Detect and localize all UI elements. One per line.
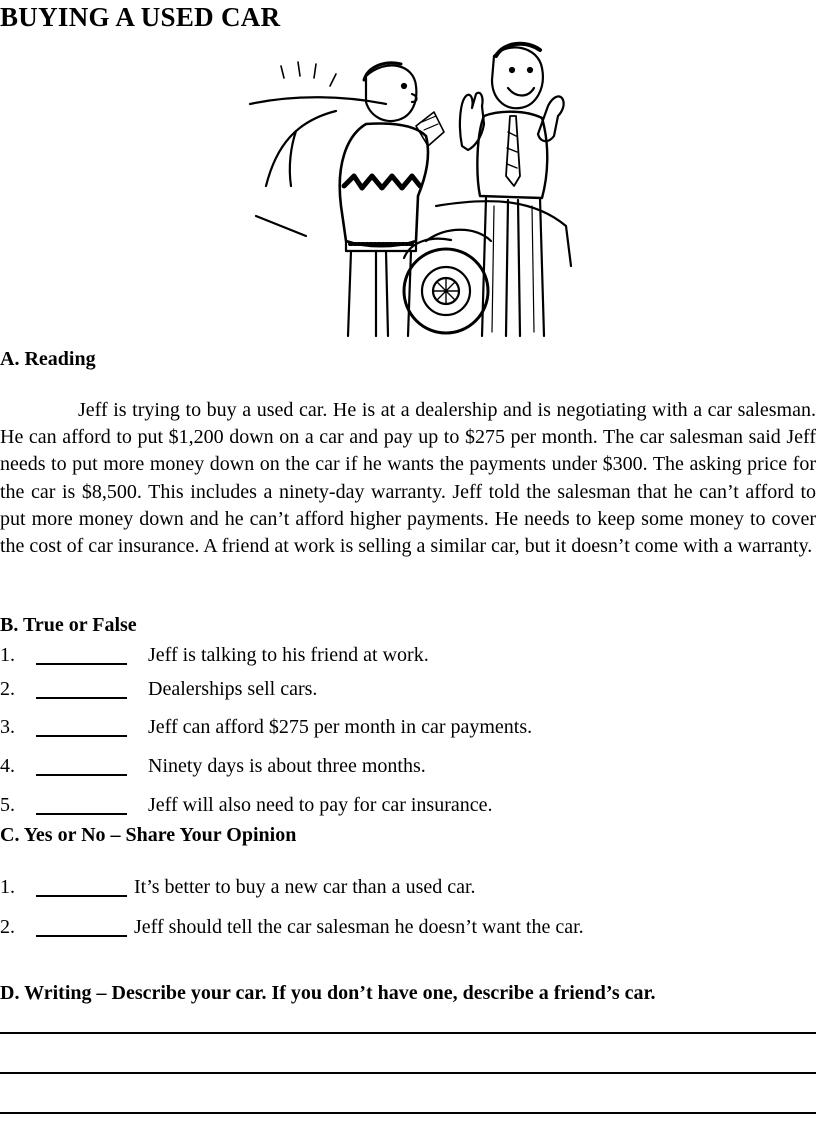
item-number: 1. — [0, 876, 15, 898]
writing-line[interactable] — [0, 1112, 816, 1114]
item-statement: It’s better to buy a new car than a used car. — [134, 876, 476, 898]
answer-blank[interactable] — [36, 813, 127, 815]
item-number: 4. — [0, 755, 15, 777]
page-title: BUYING A USED CAR — [0, 2, 281, 32]
reading-paragraph: Jeff is trying to buy a used car. He is at a dealership and is negotiating with a car salesman. He can afford to put $1,200 down on a car and pay up to $275 per month. The car salesman said Jeff needs to put more money down on the car if he wants the payments under $300. The asking price for the car is $8,500. This includes a ninety-day warranty. Jeff told the salesman that he can’t afford to put more money down and he can’t afford higher payments. He needs to keep some money to cover the cost of car insurance. A friend at work is selling a similar car, but it doesn’t come with a warranty. — [0, 399, 816, 558]
item-number: 3. — [0, 716, 15, 738]
true-false-heading: B. True or False — [0, 614, 137, 636]
answer-blank[interactable] — [36, 935, 127, 937]
item-statement: Jeff can afford $275 per month in car payments. — [148, 716, 533, 738]
writing-heading: D. Writing – Describe your car. If you don’t have one, describe a friend’s car. — [0, 982, 656, 1004]
item-number: 1. — [0, 644, 15, 666]
item-statement: Jeff should tell the car salesman he doesn’t want the car. — [134, 916, 584, 938]
writing-line[interactable] — [0, 1072, 816, 1074]
item-number: 5. — [0, 794, 15, 816]
car-salesman-illustration — [236, 36, 576, 346]
item-number: 2. — [0, 678, 15, 700]
yes-no-heading: C. Yes or No – Share Your Opinion — [0, 824, 297, 846]
buyer-figure — [366, 65, 416, 121]
reading-heading: A. Reading — [0, 348, 96, 370]
item-statement: Jeff is talking to his friend at work. — [148, 644, 429, 666]
answer-blank[interactable] — [36, 774, 127, 776]
item-number: 2. — [0, 916, 15, 938]
salesman-figure — [492, 47, 543, 108]
answer-blank[interactable] — [36, 895, 127, 897]
writing-line[interactable] — [0, 1032, 816, 1034]
item-statement: Ninety days is about three months. — [148, 755, 426, 777]
answer-blank[interactable] — [36, 663, 127, 665]
answer-blank[interactable] — [36, 735, 127, 737]
answer-blank[interactable] — [36, 697, 127, 699]
item-statement: Jeff will also need to pay for car insurance. — [148, 794, 493, 816]
item-statement: Dealerships sell cars. — [148, 678, 318, 700]
